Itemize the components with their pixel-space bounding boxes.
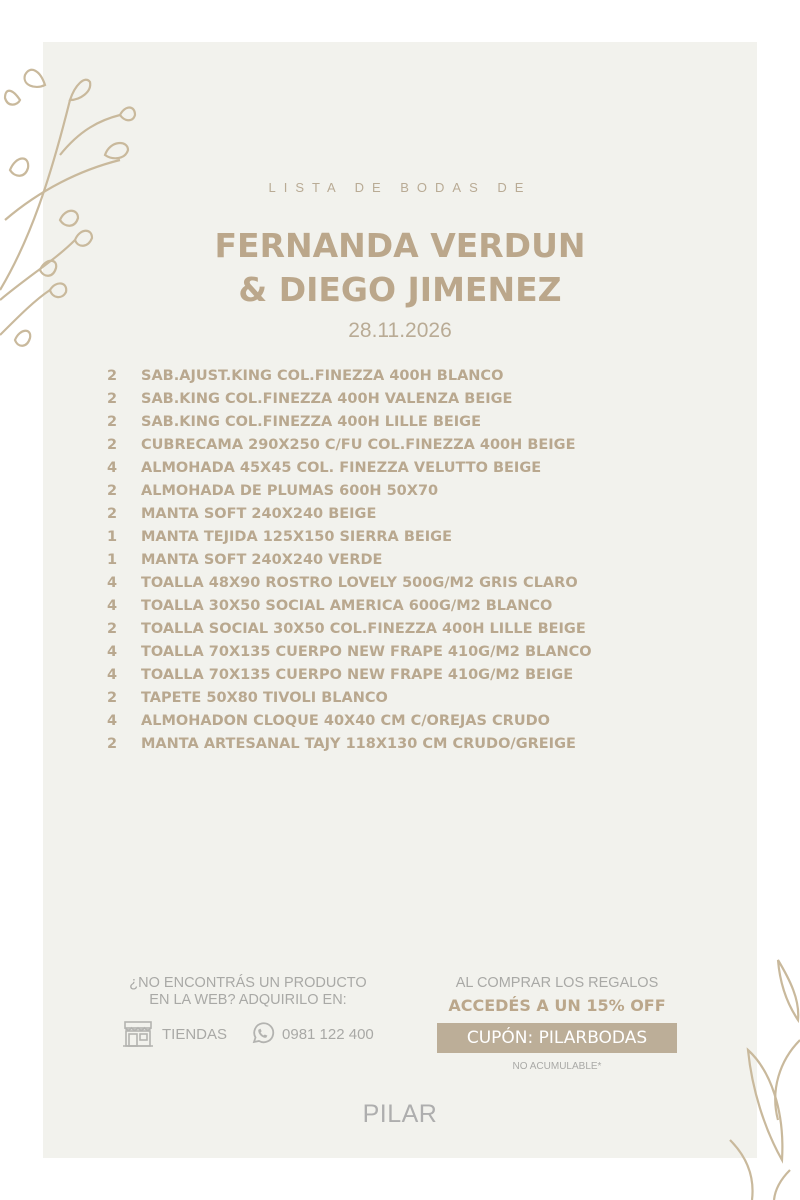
item-name: ALMOHADA 45X45 COL. FINEZZA VELUTTO BEIGE [141,459,542,476]
item-name: SAB.KING COL.FINEZZA 400H LILLE BEIGE [141,413,481,430]
whatsapp-icon [249,1021,275,1047]
brand-logo: PILAR [362,1100,438,1128]
item-name: SAB.KING COL.FINEZZA 400H VALENZA BEIGE [141,390,513,407]
leaf-branch-icon [0,60,140,360]
list-item [107,387,707,410]
item-name: TAPETE 50X80 TIVOLI BLANCO [141,689,388,706]
item-quantity: 2 [107,735,118,752]
item-quantity: 1 [107,528,118,545]
store-info-line-1: ¿NO ENCONTRÁS UN PRODUCTO [129,975,367,991]
item-quantity: 4 [107,666,118,683]
list-item [107,594,707,617]
contact-row [122,1020,374,1048]
coupon-badge: CUPÓN: PILARBODAS [437,1023,677,1053]
list-item [107,479,707,502]
item-name: SAB.AJUST.KING COL.FINEZZA 400H BLANCO [141,367,504,384]
item-quantity: 2 [107,505,118,522]
item-name: ALMOHADON CLOQUE 40X40 CM C/OREJAS CRUDO [141,712,550,729]
item-name: TOALLA 70X135 CUERPO NEW FRAPE 410G/M2 BLANCO [141,643,592,660]
list-item [107,709,707,732]
list-item [107,502,707,525]
item-quantity: 2 [107,390,118,407]
item-quantity: 2 [107,367,118,384]
list-item [107,525,707,548]
stores-link[interactable]: TIENDAS [162,1025,228,1043]
coupon-note: NO ACUMULABLE* [512,1061,602,1072]
list-item [107,410,707,433]
store-icon [122,1020,154,1048]
item-quantity: 1 [107,551,118,568]
item-name: MANTA SOFT 240X240 VERDE [141,551,383,568]
item-quantity: 2 [107,689,118,706]
discount-line-2: ACCEDÉS A UN 15% OFF [448,996,666,1015]
list-item [107,663,707,686]
list-item [107,571,707,594]
list-item [107,548,707,571]
list-item [107,640,707,663]
phone-number[interactable]: 0981 122 400 [282,1025,374,1043]
store-info-line-2: EN LA WEB? ADQUIRILO EN: [149,992,347,1008]
item-name: MANTA TEJIDA 125X150 SIERRA BEIGE [141,528,452,545]
item-quantity: 4 [107,459,118,476]
list-item [107,364,707,387]
item-quantity: 2 [107,620,118,637]
item-name: ALMOHADA DE PLUMAS 600H 50X70 [141,482,439,499]
item-name: TOALLA 48X90 ROSTRO LOVELY 500G/M2 GRIS CLARO [141,574,578,591]
names-line-2: & DIEGO JIMENEZ [238,270,562,309]
list-item [107,686,707,709]
list-item [107,732,707,755]
item-quantity: 4 [107,712,118,729]
couple-names [43,224,757,312]
wedding-date: 28.11.2026 [348,319,452,342]
item-quantity: 4 [107,597,118,614]
names-line-1: FERNANDA VERDUN [214,226,586,265]
item-quantity: 2 [107,436,118,453]
list-item [107,433,707,456]
item-quantity: 4 [107,574,118,591]
list-item [107,617,707,640]
eyebrow-label: LISTA DE BODAS DE [268,180,532,195]
store-info [118,975,378,1009]
item-name: TOALLA 70X135 CUERPO NEW FRAPE 410G/M2 BEIGE [141,666,574,683]
item-name: CUBRECAMA 290X250 C/FU COL.FINEZZA 400H BEIGE [141,436,576,453]
gift-list [107,364,707,755]
item-name: TOALLA SOCIAL 30X50 COL.FINEZZA 400H LILLE BEIGE [141,620,586,637]
item-quantity: 4 [107,643,118,660]
discount-line-1: AL COMPRAR LOS REGALOS [455,975,659,991]
item-quantity: 2 [107,413,118,430]
item-name: MANTA ARTESANAL TAJY 118X130 CM CRUDO/GREIGE [141,735,576,752]
item-quantity: 2 [107,482,118,499]
item-name: TOALLA 30X50 SOCIAL AMERICA 600G/M2 BLANCO [141,597,553,614]
list-item [107,456,707,479]
item-name: MANTA SOFT 240X240 BEIGE [141,505,377,522]
discount-info [437,975,677,1072]
leaf-branch-icon [700,940,800,1200]
